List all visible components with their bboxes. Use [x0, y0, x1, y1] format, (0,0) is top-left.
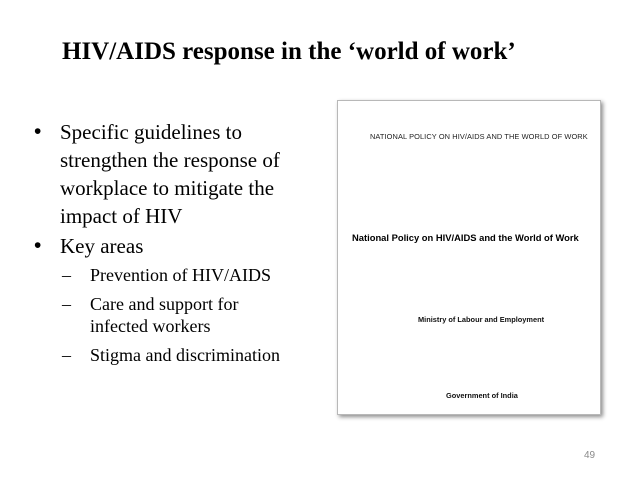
slide-title: HIV/AIDS response in the ‘world of work’: [62, 38, 516, 65]
bullet-text-line: Specific guidelines to: [60, 120, 242, 144]
bullet-text-line: impact of HIV: [60, 204, 183, 228]
bullet-item-key-areas: [30, 232, 332, 260]
dash-marker: –: [62, 345, 71, 365]
document-title: National Policy on HIV/AIDS and the World of Work: [352, 232, 579, 243]
bullet-marker: •: [34, 120, 42, 143]
page-number: 49: [584, 450, 596, 461]
sub-bullet-text-line: Care and support for: [90, 294, 239, 314]
sub-bullet-text: Prevention of HIV/AIDS: [90, 265, 271, 285]
bullet-marker: •: [34, 234, 42, 257]
bullet-text-line: workplace to mitigate the: [60, 176, 275, 200]
policy-document-image: [337, 100, 601, 415]
sub-bullet-stigma: [30, 344, 332, 366]
sub-bullet-text-line: infected workers: [90, 316, 211, 336]
sub-bullet-text: Stigma and discrimination: [90, 345, 280, 365]
dash-marker: –: [62, 265, 71, 285]
sub-bullet-care-support: [30, 293, 332, 337]
document-header: NATIONAL POLICY ON HIV/AIDS AND THE WORLD OF WORK: [370, 132, 588, 141]
bullet-text-line: strengthen the response of: [60, 148, 280, 172]
dash-marker: –: [62, 294, 71, 314]
bullet-text: Key areas: [60, 234, 144, 258]
bullet-list: [30, 118, 332, 373]
bullet-item-guidelines: [30, 118, 332, 230]
document-ministry: Ministry of Labour and Employment: [418, 315, 545, 324]
sub-bullet-list: [30, 264, 332, 366]
document-government: Government of India: [446, 391, 518, 400]
sub-bullet-prevention: [30, 264, 332, 286]
